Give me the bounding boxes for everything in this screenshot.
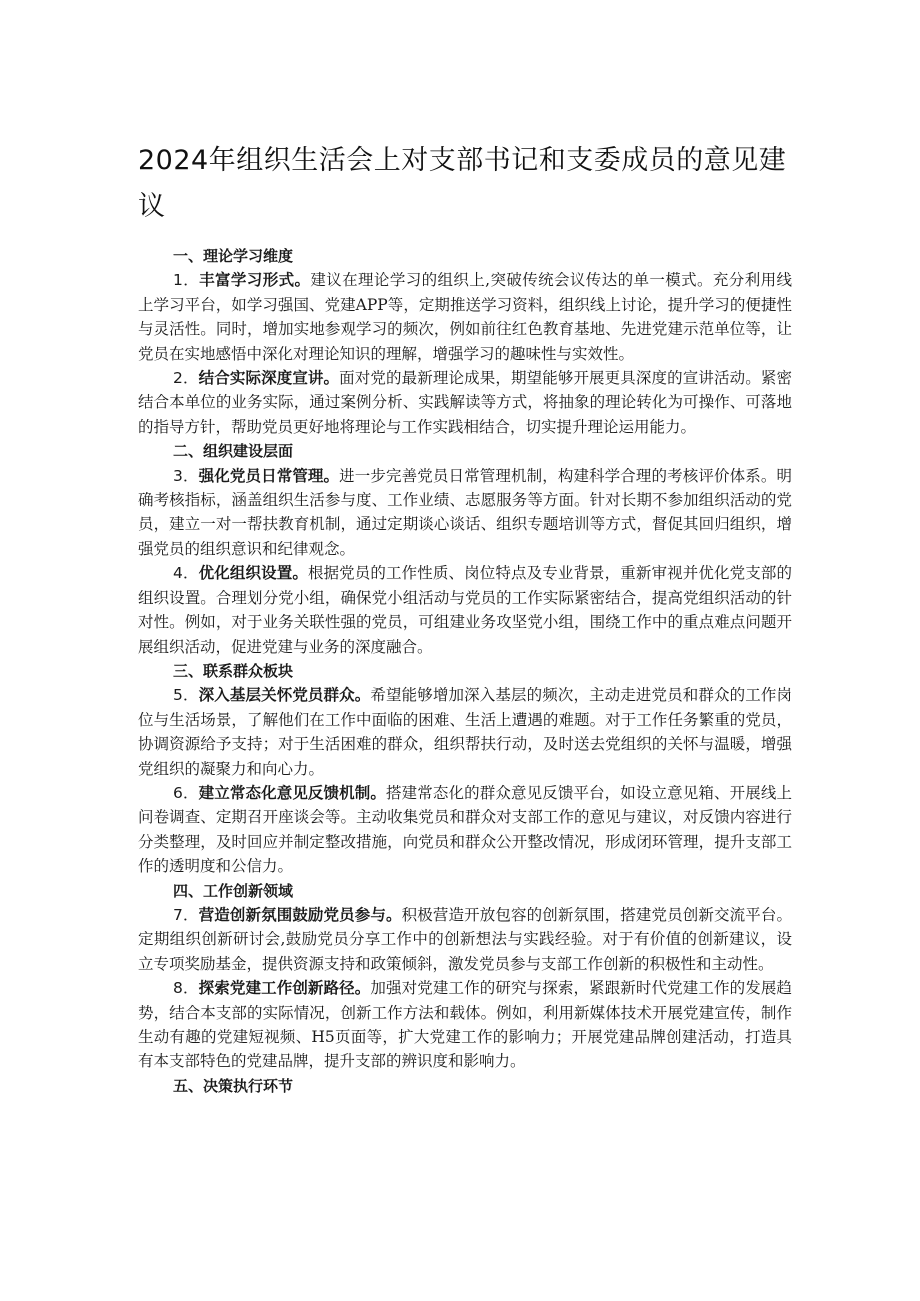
section-heading: 二、组织建设层面 bbox=[173, 442, 294, 461]
item-number: 5． bbox=[173, 686, 199, 705]
paragraph bbox=[138, 268, 792, 366]
item-number: 7． bbox=[173, 905, 199, 924]
item-number: 4． bbox=[173, 564, 199, 583]
item-number: 6． bbox=[173, 783, 199, 802]
section-heading: 五、决策执行环节 bbox=[173, 1076, 294, 1095]
document-body bbox=[138, 244, 792, 1098]
paragraph bbox=[138, 781, 792, 879]
item-text: 进一步完善党员日常管理机制，构建科学合理的考核评价体系。明确考核指标，涵盖组织生活参与度、工作业绩、志愿服务等方面。针对长期不参加组织活动的党员，建立一对一帮扶教育机制，通过定期谈心谈话、组织专题培训等方式，督促其回归组织，增强党员的组织意识和纪律观念。 bbox=[138, 466, 792, 558]
item-text: 面对党的最新理论成果，期望能够开展更具深度的宣讲活动。紧密结合本单位的业务实际，通过案例分析、实践解读等方式，将抽象的理论转化为可操作、可落地的指导方针，帮助党员更好地将理论与工作实践相结合，切实提升理论运用能力。 bbox=[138, 369, 792, 436]
item-lead: 丰富学习形式。 bbox=[199, 271, 311, 290]
item-number: 2． bbox=[173, 369, 199, 388]
item-number: 8． bbox=[173, 979, 199, 998]
item-lead: 强化党员日常管理。 bbox=[198, 466, 340, 485]
paragraph bbox=[138, 366, 792, 439]
item-number: 3． bbox=[173, 466, 199, 485]
item-lead: 结合实际深度宣讲。 bbox=[198, 369, 340, 388]
item-lead: 深入基层关怀党员群众。 bbox=[198, 686, 371, 705]
item-text: 希望能够增加深入基层的频次，主动走进党员和群众的工作岗位与生活场景，了解他们在工作中面临的困难、生活上遭遇的难题。对于工作任务繁重的党员，协调资源给予支持；对于生活困难的群众，组织帮扶行动，及时送去党组织的关怀与温暖，增强党组织的凝聚力和向心力。 bbox=[138, 686, 792, 778]
section-heading: 一、理论学习维度 bbox=[173, 247, 294, 265]
item-text: 根据党员的工作性质、岗位特点及专业背景，重新审视并优化党支部的组织设置。合理划分党小组，确保党小组活动与党员的工作实际紧密结合，提高党组织活动的针对性。例如，对于业务关联性强的党员，可组建业务攻坚党小组，围绕工作中的重点难点问题开展组织活动，促进党建与业务的深度融合。 bbox=[138, 564, 792, 656]
item-lead: 优化组织设置。 bbox=[198, 564, 308, 583]
item-text: 积极营造开放包容的创新氛围，搭建党员创新交流平台。定期组织创新研讨会,鼓励党员分享工作中的创新想法与实践经验。对于有价值的创新建议，设立专项奖励基金，提供资源支持和政策倾斜，激发党员参与支部工作创新的积极性和主动性。 bbox=[138, 905, 792, 973]
paragraph bbox=[138, 903, 792, 976]
paragraph bbox=[138, 683, 792, 781]
item-lead: 建立常态化意见反馈机制。 bbox=[198, 783, 387, 802]
paragraph bbox=[138, 561, 792, 659]
paragraph bbox=[138, 976, 792, 1074]
item-text: 加强对党建工作的研究与探索，紧跟新时代党建工作的发展趋势，结合本支部的实际情况，创新工作方法和载体。例如，利用新媒体技术开展党建宣传，制作生动有趣的党建短视频、H5页面等，扩大党建工作的影响力；开展党建品牌创建活动，打造具有本支部特色的党建品牌，提升支部的辨识度和影响力。 bbox=[138, 979, 792, 1071]
section-heading: 四、工作创新领域 bbox=[173, 881, 294, 900]
item-text: 建议在理论学习的组织上,突破传统会议传达的单一模式。充分利用线上学习平台，如学习强国、党建APP等，定期推送学习资料，组织线上讨论，提升学习的便捷性与灵活性。同时，增加实地参观学习的频次，例如前往红色教育基地、先进党建示范单位等，让党员在实地感悟中深化对理论知识的理解，增强学习的趣味性与实效性。 bbox=[138, 271, 792, 363]
item-lead: 探索党建工作创新路径。 bbox=[198, 979, 371, 998]
section-heading: 三、联系群众板块 bbox=[173, 661, 294, 680]
document-title: 2024年组织生活会上对支部书记和支委成员的意见建议 bbox=[138, 145, 787, 222]
item-lead: 营造创新氛围鼓励党员参与。 bbox=[198, 905, 402, 924]
item-number: 1． bbox=[173, 271, 200, 290]
item-text: 搭建常态化的群众意见反馈平台，如设立意见箱、开展线上问卷调查、定期召开座谈会等。主动收集党员和群众对支部工作的意见与建议，对反馈内容进行分类整理，及时回应并制定整改措施，向党员和群众公开整改情况，形成闭环管理，提升支部工作的透明度和公信力。 bbox=[138, 783, 792, 876]
paragraph bbox=[138, 464, 792, 562]
